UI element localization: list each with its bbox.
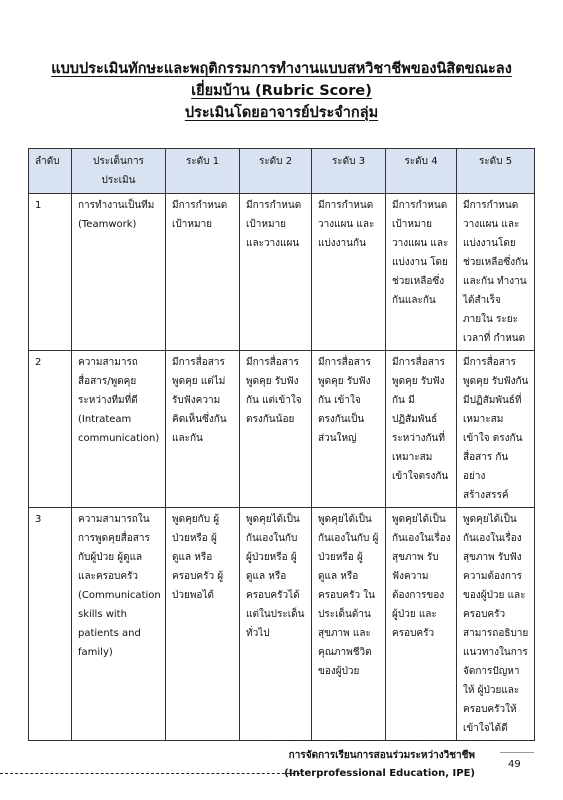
level-3-cell: พูดคุยได้เป็น กันเองในกับ ผู้ป่วยหรือ ผู้ดูแล หรือ ครอบครัว ใน ประเด็นด้าน สุขภาพ และ คุณภาพชีวิต ของผู้ป่วย <box>312 508 386 741</box>
row-number: 2 <box>29 351 72 508</box>
row-topic: ความสามารถใน การพูดคุยสื่อสาร กับผู้ป่วย ผู้ดูแล และครอบครัว (Communication skills with patients and family) <box>72 508 166 741</box>
level-2-cell: มีการสื่อสาร พูดคุย รับฟัง กัน แต่เข้าใจ ตรงกันน้อย <box>240 351 312 508</box>
level-3-cell: มีการกำหนด วางแผน และ แบ่งงานกัน <box>312 194 386 351</box>
level-1-cell: มีการสื่อสาร พูดคุย แต่ไม่ รับฟังความ คิดเห็นซึ่งกัน และกัน <box>166 351 240 508</box>
title-line-2: เยี่ยมบ้าน (Rubric Score) <box>191 83 372 99</box>
level-5-cell: มีการกำหนด วางแผน และ แบ่งงานโดย ช่วยเหลือซึ่งกัน และกัน ทำงาน ได้สำเร็จภายใน ระยะเวลาที่ กำหนด <box>457 194 535 351</box>
header-order: ลำดับ <box>29 149 72 194</box>
header-level-2: ระดับ 2 <box>240 149 312 194</box>
row-topic: การทำงานเป็นทีม (Teamwork) <box>72 194 166 351</box>
title-line-3: ประเมินโดยอาจารย์ประจำกลุ่ม <box>184 105 379 121</box>
page-number-rule <box>500 752 534 753</box>
footer-dashed-rule-upper <box>268 740 500 741</box>
level-1-cell: พูดคุยกับ ผู้ป่วยหรือ ผู้ดูแล หรือ ครอบครัว ผู้ป่วยพอได้ <box>166 508 240 741</box>
table-row <box>29 508 535 741</box>
level-4-cell: มีการกำหนด เป้าหมาย วางแผน และ แบ่งงาน โดย ช่วยเหลือซึ่ง กันและกัน <box>386 194 457 351</box>
footer-course-subtitle: (Interprofessional Education, IPE) <box>284 768 475 779</box>
document-title <box>0 58 563 124</box>
row-number: 1 <box>29 194 72 351</box>
header-level-5: ระดับ 5 <box>457 149 535 194</box>
header-topic: ประเด็นการ ประเมิน <box>72 149 166 194</box>
rubric-table <box>28 148 535 741</box>
table-row <box>29 351 535 508</box>
header-level-4: ระดับ 4 <box>386 149 457 194</box>
level-5-cell: พูดคุยได้เป็น กันเองในเรื่อง สุขภาพ รับฟัง ความต้องการ ของผู้ป่วย และ ครอบครัว สามารถอธิบาย แนวทางในการ จัดการปัญหาให้ ผู้ป่วยและ ครอบครัวให้ เข้าใจได้ดี <box>457 508 535 741</box>
header-level-3: ระดับ 3 <box>312 149 386 194</box>
footer-dashed-rule-lower <box>0 773 300 774</box>
level-5-cell: มีการสื่อสาร พูดคุย รับฟังกัน มีปฏิสัมพันธ์ที่ เหมาะสม เข้าใจ ตรงกัน สื่อสาร กันอย่าง สร้างสรรค์ <box>457 351 535 508</box>
level-1-cell: มีการกำหนด เป้าหมาย <box>166 194 240 351</box>
level-4-cell: มีการสื่อสาร พูดคุย รับฟัง กัน มี ปฏิสัมพันธ์ ระหว่างกันที่ เหมาะสม เข้าใจตรงกัน <box>386 351 457 508</box>
footer-course-title: การจัดการเรียนการสอนร่วมระหว่างวิชาชีพ <box>288 750 475 761</box>
level-2-cell: มีการกำหนด เป้าหมาย และวางแผน <box>240 194 312 351</box>
row-topic: ความสามารถ สื่อสาร/พูดคุย ระหว่างทีมที่ดี (Intrateam communication) <box>72 351 166 508</box>
page-number: 49 <box>508 759 521 770</box>
level-3-cell: มีการสื่อสาร พูดคุย รับฟัง กัน เข้าใจ ตรงกันเป็น ส่วนใหญ่ <box>312 351 386 508</box>
row-number: 3 <box>29 508 72 741</box>
table-header-row <box>29 149 535 194</box>
level-4-cell: พูดคุยได้เป็น กันเองในเรื่อง สุขภาพ รับ ฟังความ ต้องการของ ผู้ป่วย และ ครอบครัว <box>386 508 457 741</box>
header-level-1: ระดับ 1 <box>166 149 240 194</box>
table-row <box>29 194 535 351</box>
level-2-cell: พูดคุยได้เป็น กันเองในกับ ผู้ป่วยหรือ ผู้ดูแล หรือ ครอบครัวได้ แต่ในประเด็น ทั่วไป <box>240 508 312 741</box>
title-line-1: แบบประเมินทักษะและพฤติกรรมการทำงานแบบสหวิชาชีพของนิสิตขณะลง <box>51 61 512 77</box>
